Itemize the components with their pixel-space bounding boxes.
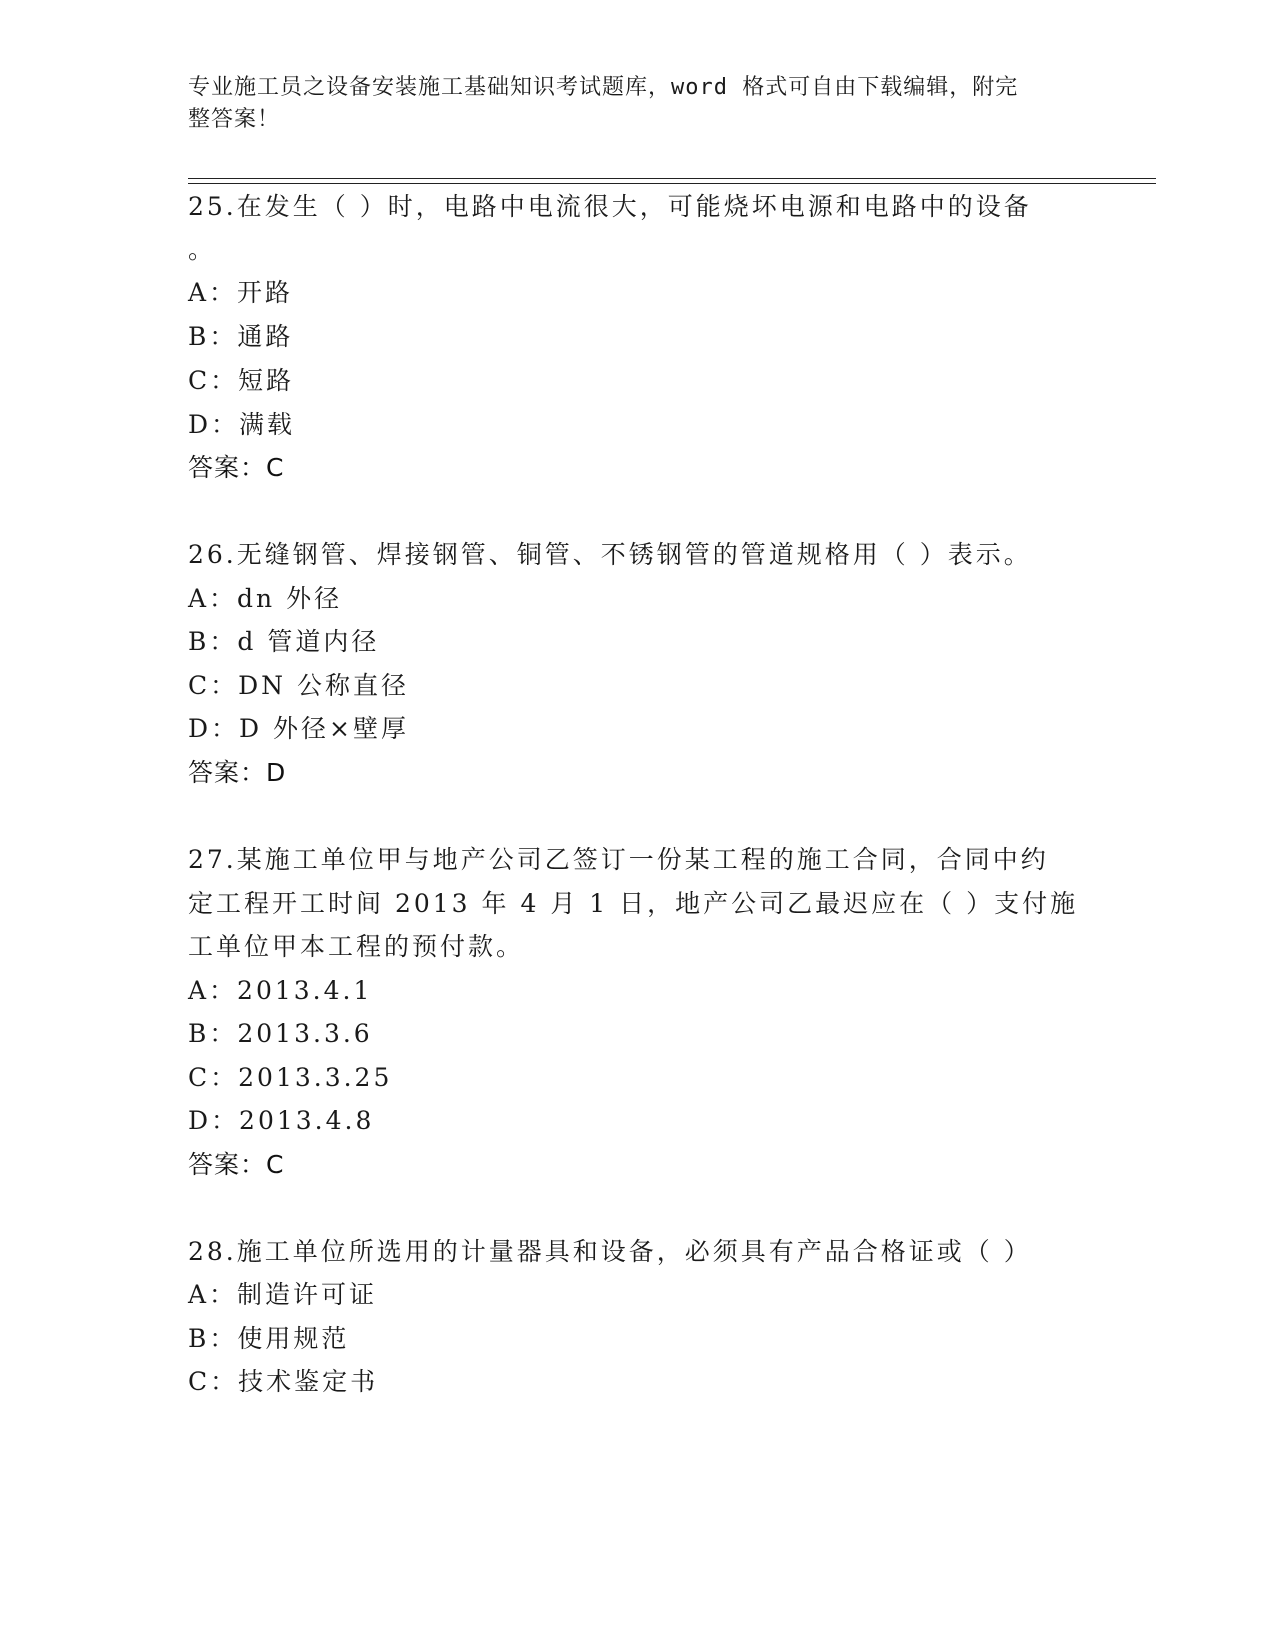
question-28-stem-line-1: 28.施工单位所选用的计量器具和设备，必须具有产品合格证或（ ） xyxy=(188,1237,1032,1266)
question-25-stem-line-1: 25.在发生（ ）时，电路中电流很大，可能烧坏电源和电路中的设备 xyxy=(188,192,1032,221)
question-25-option-b: B：通路 xyxy=(188,322,294,351)
question-27-stem-line-1: 27.某施工单位甲与地产公司乙签订一份某工程的施工合同，合同中约 xyxy=(188,845,1049,874)
question-28-option-a: A：制造许可证 xyxy=(188,1280,378,1309)
question-28-option-c: C：技术鉴定书 xyxy=(188,1367,379,1396)
question-26-answer: 答案：D xyxy=(188,758,287,787)
question-25-option-d: D：满载 xyxy=(188,410,296,439)
question-26-option-b: B：d 管道内径 xyxy=(188,627,380,656)
question-25-option-a: A：开路 xyxy=(188,278,294,307)
question-26-option-d: D：D 外径×壁厚 xyxy=(188,714,409,743)
question-26-option-c: C：DN 公称直径 xyxy=(188,671,409,700)
question-25-answer: 答案：C xyxy=(188,453,285,482)
question-27-option-b: B：2013.3.6 xyxy=(188,1019,373,1048)
header-divider-top xyxy=(188,178,1156,179)
question-28-option-b: B：使用规范 xyxy=(188,1324,350,1353)
question-27-stem-line-2: 定工程开工时间 2013 年 4 月 1 日，地产公司乙最迟应在（ ）支付施 xyxy=(188,889,1079,918)
question-26-stem-line-1: 26.无缝钢管、焊接钢管、铜管、不锈钢管的管道规格用（ ）表示。 xyxy=(188,540,1032,569)
question-27-option-c: C：2013.3.25 xyxy=(188,1063,393,1092)
question-27-option-a: A：2013.4.1 xyxy=(188,976,373,1005)
question-27-stem-line-3: 工单位甲本工程的预付款。 xyxy=(188,932,525,961)
question-27-answer: 答案：C xyxy=(188,1150,285,1179)
header-line-1: 专业施工员之设备安装施工基础知识考试题库，word 格式可自由下载编辑，附完 xyxy=(188,75,1019,100)
question-25-stem-line-2: 。 xyxy=(188,235,217,264)
question-26-option-a: A：dn 外径 xyxy=(188,584,343,613)
header-line-2: 整答案！ xyxy=(188,107,281,132)
question-25-option-c: C：短路 xyxy=(188,366,295,395)
document-header xyxy=(188,72,1068,136)
header-divider-bottom xyxy=(188,183,1156,184)
question-27-option-d: D：2013.4.8 xyxy=(188,1106,375,1135)
